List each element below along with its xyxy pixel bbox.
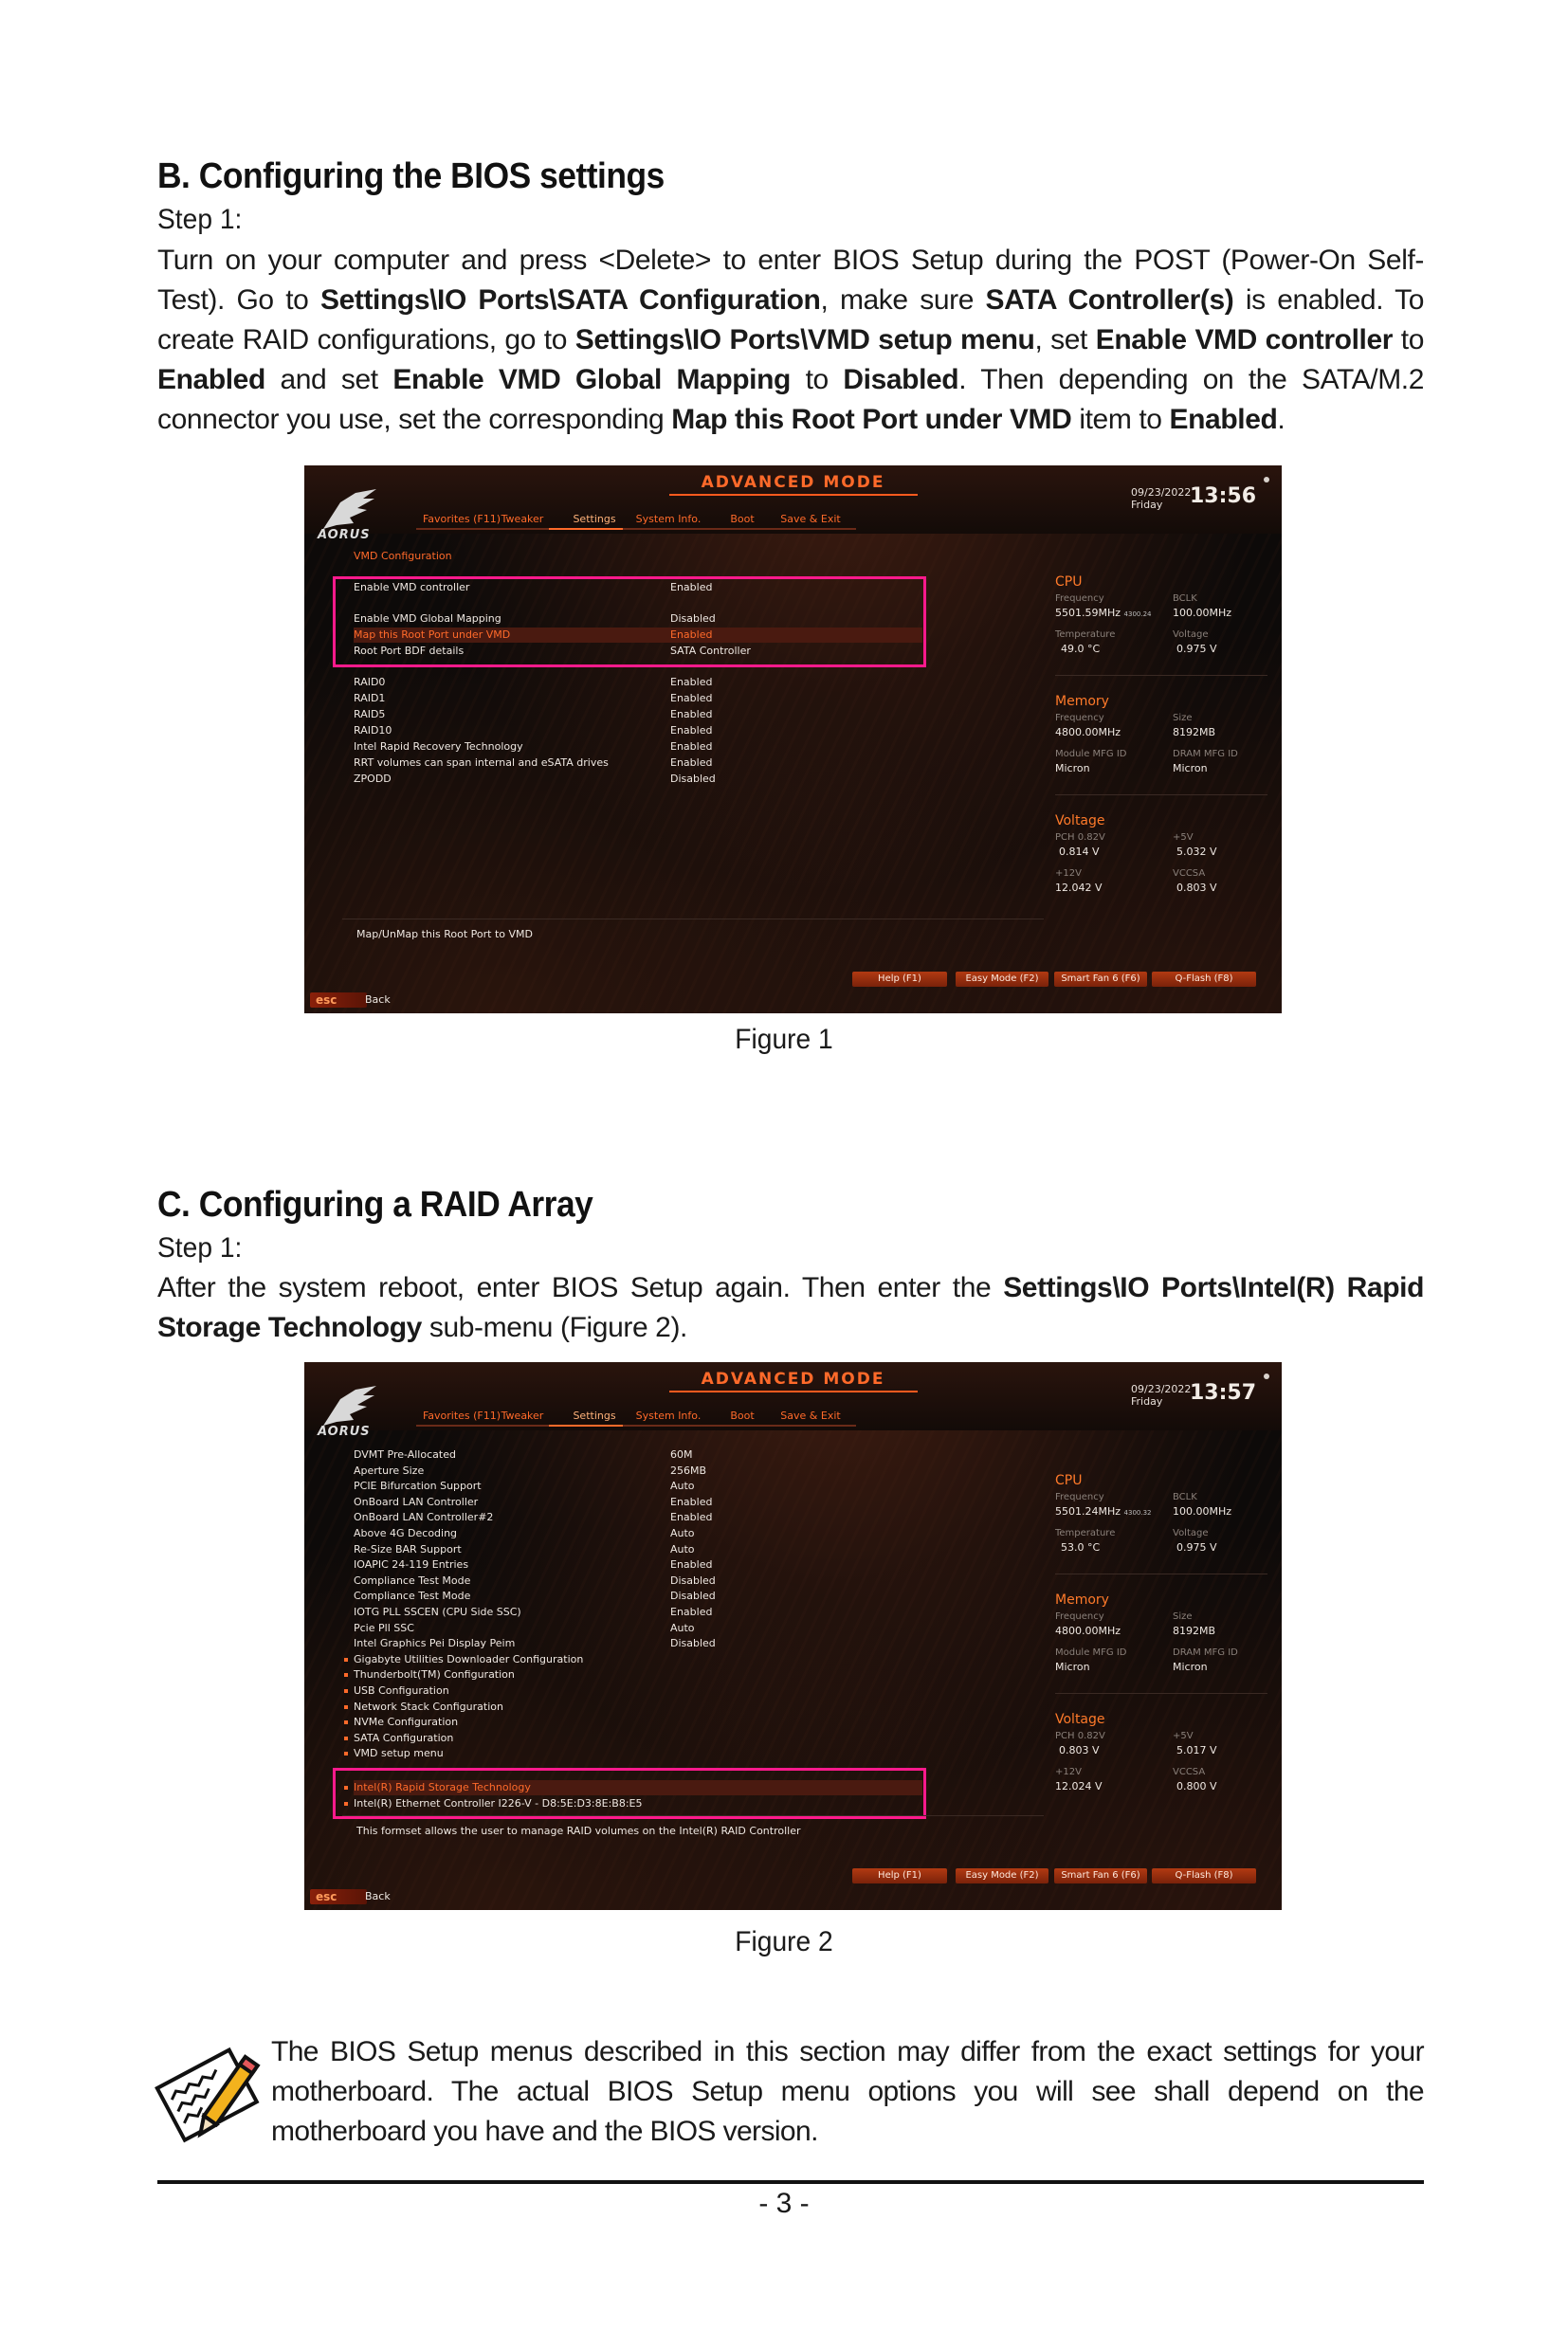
cpu-bclk-label: BCLK [1173,1492,1197,1502]
5v-label: +5V [1173,1731,1194,1741]
footer-rule [157,2180,1424,2184]
section-c-title: C. Configuring a RAID Array [157,1185,593,1225]
module-mfg-label: Module MFG ID [1055,749,1127,759]
cpu-temperature-value: 53.0 °C [1061,1541,1101,1554]
bios-menu-row[interactable] [354,1621,922,1636]
bios-menu-value: Enabled [670,1558,713,1572]
bios-menu-label: Network Stack Configuration [354,1700,503,1713]
bios-menu-value: Enabled [670,628,713,641]
bios-tab-tweaker[interactable]: Tweaker [469,513,575,525]
bios-menu-row[interactable] [354,723,922,738]
bios-day: Friday [1131,499,1163,511]
bios-menu-row[interactable] [354,1479,922,1494]
note-pencil-icon [154,2040,265,2152]
bios-menu-row[interactable] [354,1715,922,1730]
submenu-bullet-icon [344,1673,348,1677]
bios-menu-value: 256MB [670,1464,707,1477]
bios-menu-row[interactable] [354,1510,922,1525]
bios-menu-label: RRT volumes can span internal and eSATA drives [354,756,609,769]
cpu-frequency-number: 5501.24MHz [1055,1505,1121,1518]
bios-menu-label: DVMT Pre-Allocated [354,1448,456,1461]
bios-tab-boot[interactable]: Boot [689,1410,795,1422]
cpu-frequency-value [1055,607,1151,619]
memory-heading: Memory [1055,694,1109,709]
section-b-step: Step 1: [157,204,243,235]
bios-menu-value: Auto [670,1542,695,1556]
submenu-bullet-icon [344,1658,348,1662]
bios-help-text: This formset allows the user to manage RAID volumes on the Intel(R) RAID Controller [356,1825,801,1837]
bios-menu-row[interactable] [354,772,922,787]
bios-menu-label: PCIE Bifurcation Support [354,1480,482,1493]
bios-menu-value: Disabled [670,1574,716,1587]
bios-status-dot [1264,477,1269,482]
cpu-frequency-number: 5501.59MHz [1055,607,1121,619]
dram-mfg-value: Micron [1173,762,1208,774]
bios-menu-label: Pcie Pll SSC [354,1621,414,1634]
bios-menu-header-label: VMD Configuration [354,550,452,562]
panel-separator [1055,675,1267,676]
submenu-bullet-icon [344,1737,348,1740]
bios-menu-row[interactable] [354,1667,922,1683]
bios-menu-label: Root Port BDF details [354,645,465,657]
bios-mode-title: ADVANCED MODE [701,473,885,492]
memory-frequency-label: Frequency [1055,713,1104,723]
bios-menu-value: Disabled [670,1590,716,1603]
bios-tab-system-info[interactable]: System Info. [615,1410,721,1422]
bios-help-button[interactable]: Help (F1) [852,972,947,987]
help-separator [342,1815,1044,1816]
bios-mode-title: ADVANCED MODE [701,1370,885,1389]
bios-q-flash-button[interactable]: Q-Flash (F8) [1152,972,1256,987]
memory-size-value: 8192MB [1173,1625,1216,1637]
bios-screenshot-figure-1 [304,465,1282,1013]
bios-screenshot-figure-2 [304,1362,1282,1910]
bios-menu-value: Enabled [670,581,713,593]
bios-menu-value: Enabled [670,740,713,753]
cpu-temperature-value: 49.0 °C [1061,643,1101,655]
cpu-voltage-value: 0.975 V [1176,643,1217,655]
module-mfg-label: Module MFG ID [1055,1647,1127,1658]
bios-date-value: 09/23/2022 [1131,486,1192,499]
bios-menu-label: Intel Rapid Recovery Technology [354,740,523,753]
bios-menu-label: OnBoard LAN Controller [354,1495,479,1508]
bios-mode-underline [669,494,918,496]
bios-menu-label: RAID5 [354,708,386,720]
aorus-logo-text: AORUS [318,1425,371,1439]
module-mfg-value: Micron [1055,762,1090,774]
pch-voltage-label: PCH 0.82V [1055,1731,1105,1741]
esc-back-label: Back [365,1890,391,1902]
module-mfg-value: Micron [1055,1661,1090,1673]
bios-menu-row[interactable] [354,1447,922,1463]
cpu-voltage-value: 0.975 V [1176,1541,1217,1554]
vccsa-label: VCCSA [1173,868,1206,879]
bios-menu-value: SATA Controller [670,645,751,657]
memory-frequency-value: 4800.00MHz [1055,1625,1121,1637]
cpu-voltage-label: Voltage [1173,1528,1209,1538]
note-text: The BIOS Setup menus described in this section may differ from the exact settings for your motherboard. The actual BIOS Setup menu options you will see shall depend on the motherboard you have and the BIOS version. [271,2036,1424,2147]
bios-menu-row[interactable] [354,1700,922,1715]
cpu-temperature-label: Temperature [1055,629,1116,640]
bios-menu-row[interactable] [354,1464,922,1479]
bios-menu-label: SATA Configuration [354,1731,454,1744]
bios-menu-label: Compliance Test Mode [354,1590,471,1603]
bios-menu-value: Enabled [670,756,713,769]
memory-size-label: Size [1173,1611,1193,1622]
cpu-heading: CPU [1055,574,1083,590]
bios-menu-value: Enabled [670,708,713,720]
aorus-logo-text: AORUS [318,528,371,542]
dram-mfg-label: DRAM MFG ID [1173,1647,1238,1658]
pch-voltage-value: 0.814 V [1059,846,1100,858]
bios-smart-fan-button[interactable]: Smart Fan 6 (F6) [1054,1868,1147,1883]
bios-menu-row[interactable] [354,691,922,706]
voltage-heading: Voltage [1055,813,1105,828]
bios-menu-row[interactable] [354,1683,922,1699]
5v-value: 5.032 V [1176,846,1217,858]
bios-tab-system-info[interactable]: System Info. [615,513,721,525]
bios-tab-settings[interactable]: Settings [541,1410,647,1422]
bios-menu-value: Disabled [670,612,716,625]
dram-mfg-label: DRAM MFG ID [1173,749,1238,759]
bios-menu-row[interactable] [354,1652,922,1667]
bios-menu-label: RAID1 [354,692,386,704]
bios-day: Friday [1131,1395,1163,1408]
5v-value: 5.017 V [1176,1744,1217,1756]
bios-time: 13:57 [1190,1381,1257,1405]
bios-smart-fan-button[interactable]: Smart Fan 6 (F6) [1054,972,1147,987]
bios-menu-row[interactable] [354,1731,922,1746]
bios-menu-label: RAID10 [354,724,392,737]
vccsa-value: 0.803 V [1176,882,1217,894]
pch-voltage-value: 0.803 V [1059,1744,1100,1756]
memory-frequency-label: Frequency [1055,1611,1104,1622]
cpu-frequency-value [1055,1505,1151,1518]
panel-separator [1055,1693,1267,1694]
bios-menu-value: Auto [670,1480,695,1493]
bios-date [1131,486,1191,511]
pch-voltage-label: PCH 0.82V [1055,832,1105,843]
bios-menu-label: IOTG PLL SSCEN (CPU Side SSC) [354,1606,521,1618]
cpu-bclk-value: 100.00MHz [1173,607,1232,619]
bios-menu-value: Enabled [670,1495,713,1508]
highlight-box [333,576,926,667]
bios-easy-mode-button[interactable]: Easy Mode (F2) [956,1868,1048,1883]
cpu-temperature-label: Temperature [1055,1528,1116,1538]
cpu-bclk-value: 100.00MHz [1173,1505,1232,1518]
cpu-frequency-label: Frequency [1055,593,1104,604]
vccsa-value: 0.800 V [1176,1780,1217,1792]
bios-menu-label: Gigabyte Utilities Downloader Configuration [354,1652,584,1665]
bios-menu-row[interactable] [354,1605,922,1620]
bios-menu-label: Aperture Size [354,1464,425,1477]
vccsa-label: VCCSA [1173,1767,1206,1777]
bios-menu-value: Disabled [670,1637,716,1650]
section-b-paragraph: Turn on your computer and press <Delete> to enter BIOS Setup during the POST (Power-On Self-Test). Go to Settings\IO Ports\SATA Configuration, make sure SATA Controller(s) is enabled. To create RAID configurations, go to Settings\IO Ports\VMD setup menu, set Enable VMD controller to Enabled and set Enable VMD Global Mapping to Disabled. Then depending on the SATA/M.2 connector you use, set the corresponding Map this Root Port under VMD item to Enabled. [157,245,1425,435]
bios-menu-row[interactable] [354,675,922,690]
cpu-frequency-label: Frequency [1055,1492,1104,1502]
dram-mfg-value: Micron [1173,1661,1208,1673]
bios-tab-boot[interactable]: Boot [689,513,795,525]
bios-help-text: Map/UnMap this Root Port to VMD [356,928,533,940]
esc-back-label: Back [365,993,391,1006]
bios-menu-label: Above 4G Decoding [354,1527,458,1539]
bios-tab-favorites[interactable]: Favorites (F11) [409,513,515,525]
cpu-voltage-label: Voltage [1173,629,1209,640]
bios-menu-label: OnBoard LAN Controller#2 [354,1511,494,1524]
bios-menu-value: Enabled [670,676,713,688]
bios-time: 13:56 [1190,484,1257,508]
bios-menu-value: Disabled [670,773,716,785]
bios-menu-label: Compliance Test Mode [354,1574,471,1587]
bios-menu-row[interactable] [354,1526,922,1541]
bios-menu-label: Thunderbolt(TM) Configuration [354,1668,515,1682]
bios-menu-label: Re-Size BAR Support [354,1542,462,1556]
bios-menu-label: IOAPIC 24-119 Entries [354,1558,469,1572]
bios-help-button[interactable]: Help (F1) [852,1868,947,1883]
bios-menu-label: Intel Graphics Pei Display Peim [354,1637,516,1650]
bios-menu-value: Enabled [670,1606,713,1618]
5v-label: +5V [1173,832,1194,843]
bios-mode-underline [669,1391,918,1392]
figure-2-caption: Figure 2 [735,1926,833,1957]
bios-menu-row[interactable] [354,707,922,722]
figure-1-caption: Figure 1 [735,1024,833,1055]
bios-date-value: 09/23/2022 [1131,1383,1192,1395]
bios-menu-label: VMD setup menu [354,1747,444,1760]
bios-menu-label: NVMe Configuration [354,1716,459,1729]
bios-menu-row[interactable] [354,1746,922,1761]
bios-menu-row[interactable] [354,755,922,771]
bios-date [1131,1383,1191,1408]
bios-easy-mode-button[interactable]: Easy Mode (F2) [956,972,1048,987]
voltage-heading: Voltage [1055,1712,1105,1727]
bios-menu-label: Map this Root Port under VMD [354,628,511,641]
submenu-bullet-icon [344,1689,348,1693]
memory-size-value: 8192MB [1173,726,1216,738]
bios-tab-save-exit[interactable]: Save & Exit [757,513,864,525]
bios-menu-value: 60M [670,1448,693,1461]
bios-menu-label: Enable VMD Global Mapping [354,612,501,625]
bios-menu-label: Intel(R) Rapid Storage Technology [354,1781,531,1793]
bios-menu-label: Intel(R) Ethernet Controller I226-V - D8:5E:D3:8E:B8:E5 [354,1797,643,1810]
bios-menu-row[interactable] [354,1542,922,1557]
12v-label: +12V [1055,868,1082,879]
bios-menu-value: Enabled [670,724,713,737]
section-b-title: B. Configuring the BIOS settings [157,156,665,196]
panel-separator [1055,794,1267,795]
bios-menu-label: Enable VMD controller [354,581,470,593]
bios-tab-settings[interactable]: Settings [541,513,647,525]
page-number: - 3 - [758,2188,810,2219]
cpu-frequency-sub: 4300.24 [1123,610,1152,618]
bios-q-flash-button[interactable]: Q-Flash (F8) [1152,1868,1256,1883]
esc-button[interactable]: esc [310,1889,367,1904]
submenu-bullet-icon [344,1705,348,1709]
12v-value: 12.024 V [1055,1780,1103,1792]
12v-value: 12.042 V [1055,882,1103,894]
bios-tab-save-exit[interactable]: Save & Exit [757,1410,864,1422]
memory-heading: Memory [1055,1592,1109,1608]
bios-menu-row[interactable] [354,1495,922,1510]
bios-menu-value: Auto [670,1527,695,1539]
cpu-bclk-label: BCLK [1173,593,1197,604]
cpu-heading: CPU [1055,1473,1083,1488]
bios-menu-value: Enabled [670,1511,713,1524]
bios-menu-row[interactable] [354,1636,922,1651]
bios-tab-favorites[interactable]: Favorites (F11) [409,1410,515,1422]
bios-menu-row[interactable] [354,739,922,755]
esc-button[interactable]: esc [310,992,367,1008]
submenu-bullet-icon [344,1752,348,1756]
bios-status-dot [1264,1374,1269,1379]
bios-menu-label: ZPODD [354,773,392,785]
bios-menu-row[interactable] [354,1557,922,1573]
cpu-frequency-sub: 4300.32 [1123,1509,1152,1517]
section-c-step: Step 1: [157,1232,243,1264]
bios-tab-tweaker[interactable]: Tweaker [469,1410,575,1422]
memory-frequency-value: 4800.00MHz [1055,726,1121,738]
12v-label: +12V [1055,1767,1082,1777]
bios-menu-label: USB Configuration [354,1684,449,1697]
bios-menu-value: Auto [670,1621,695,1634]
submenu-bullet-icon [344,1720,348,1724]
bios-menu-header [354,549,922,564]
bios-menu-row[interactable] [354,1574,922,1589]
bios-menu-value: Enabled [670,692,713,704]
bios-menu-label: RAID0 [354,676,386,688]
bios-menu-row[interactable] [354,1589,922,1604]
memory-size-label: Size [1173,713,1193,723]
highlight-box [333,1768,926,1819]
section-c-paragraph: After the system reboot, enter BIOS Setup again. Then enter the Settings\IO Ports\Intel(R) Rapid Storage Technology sub-menu (Figure 2). [157,1272,1424,1343]
